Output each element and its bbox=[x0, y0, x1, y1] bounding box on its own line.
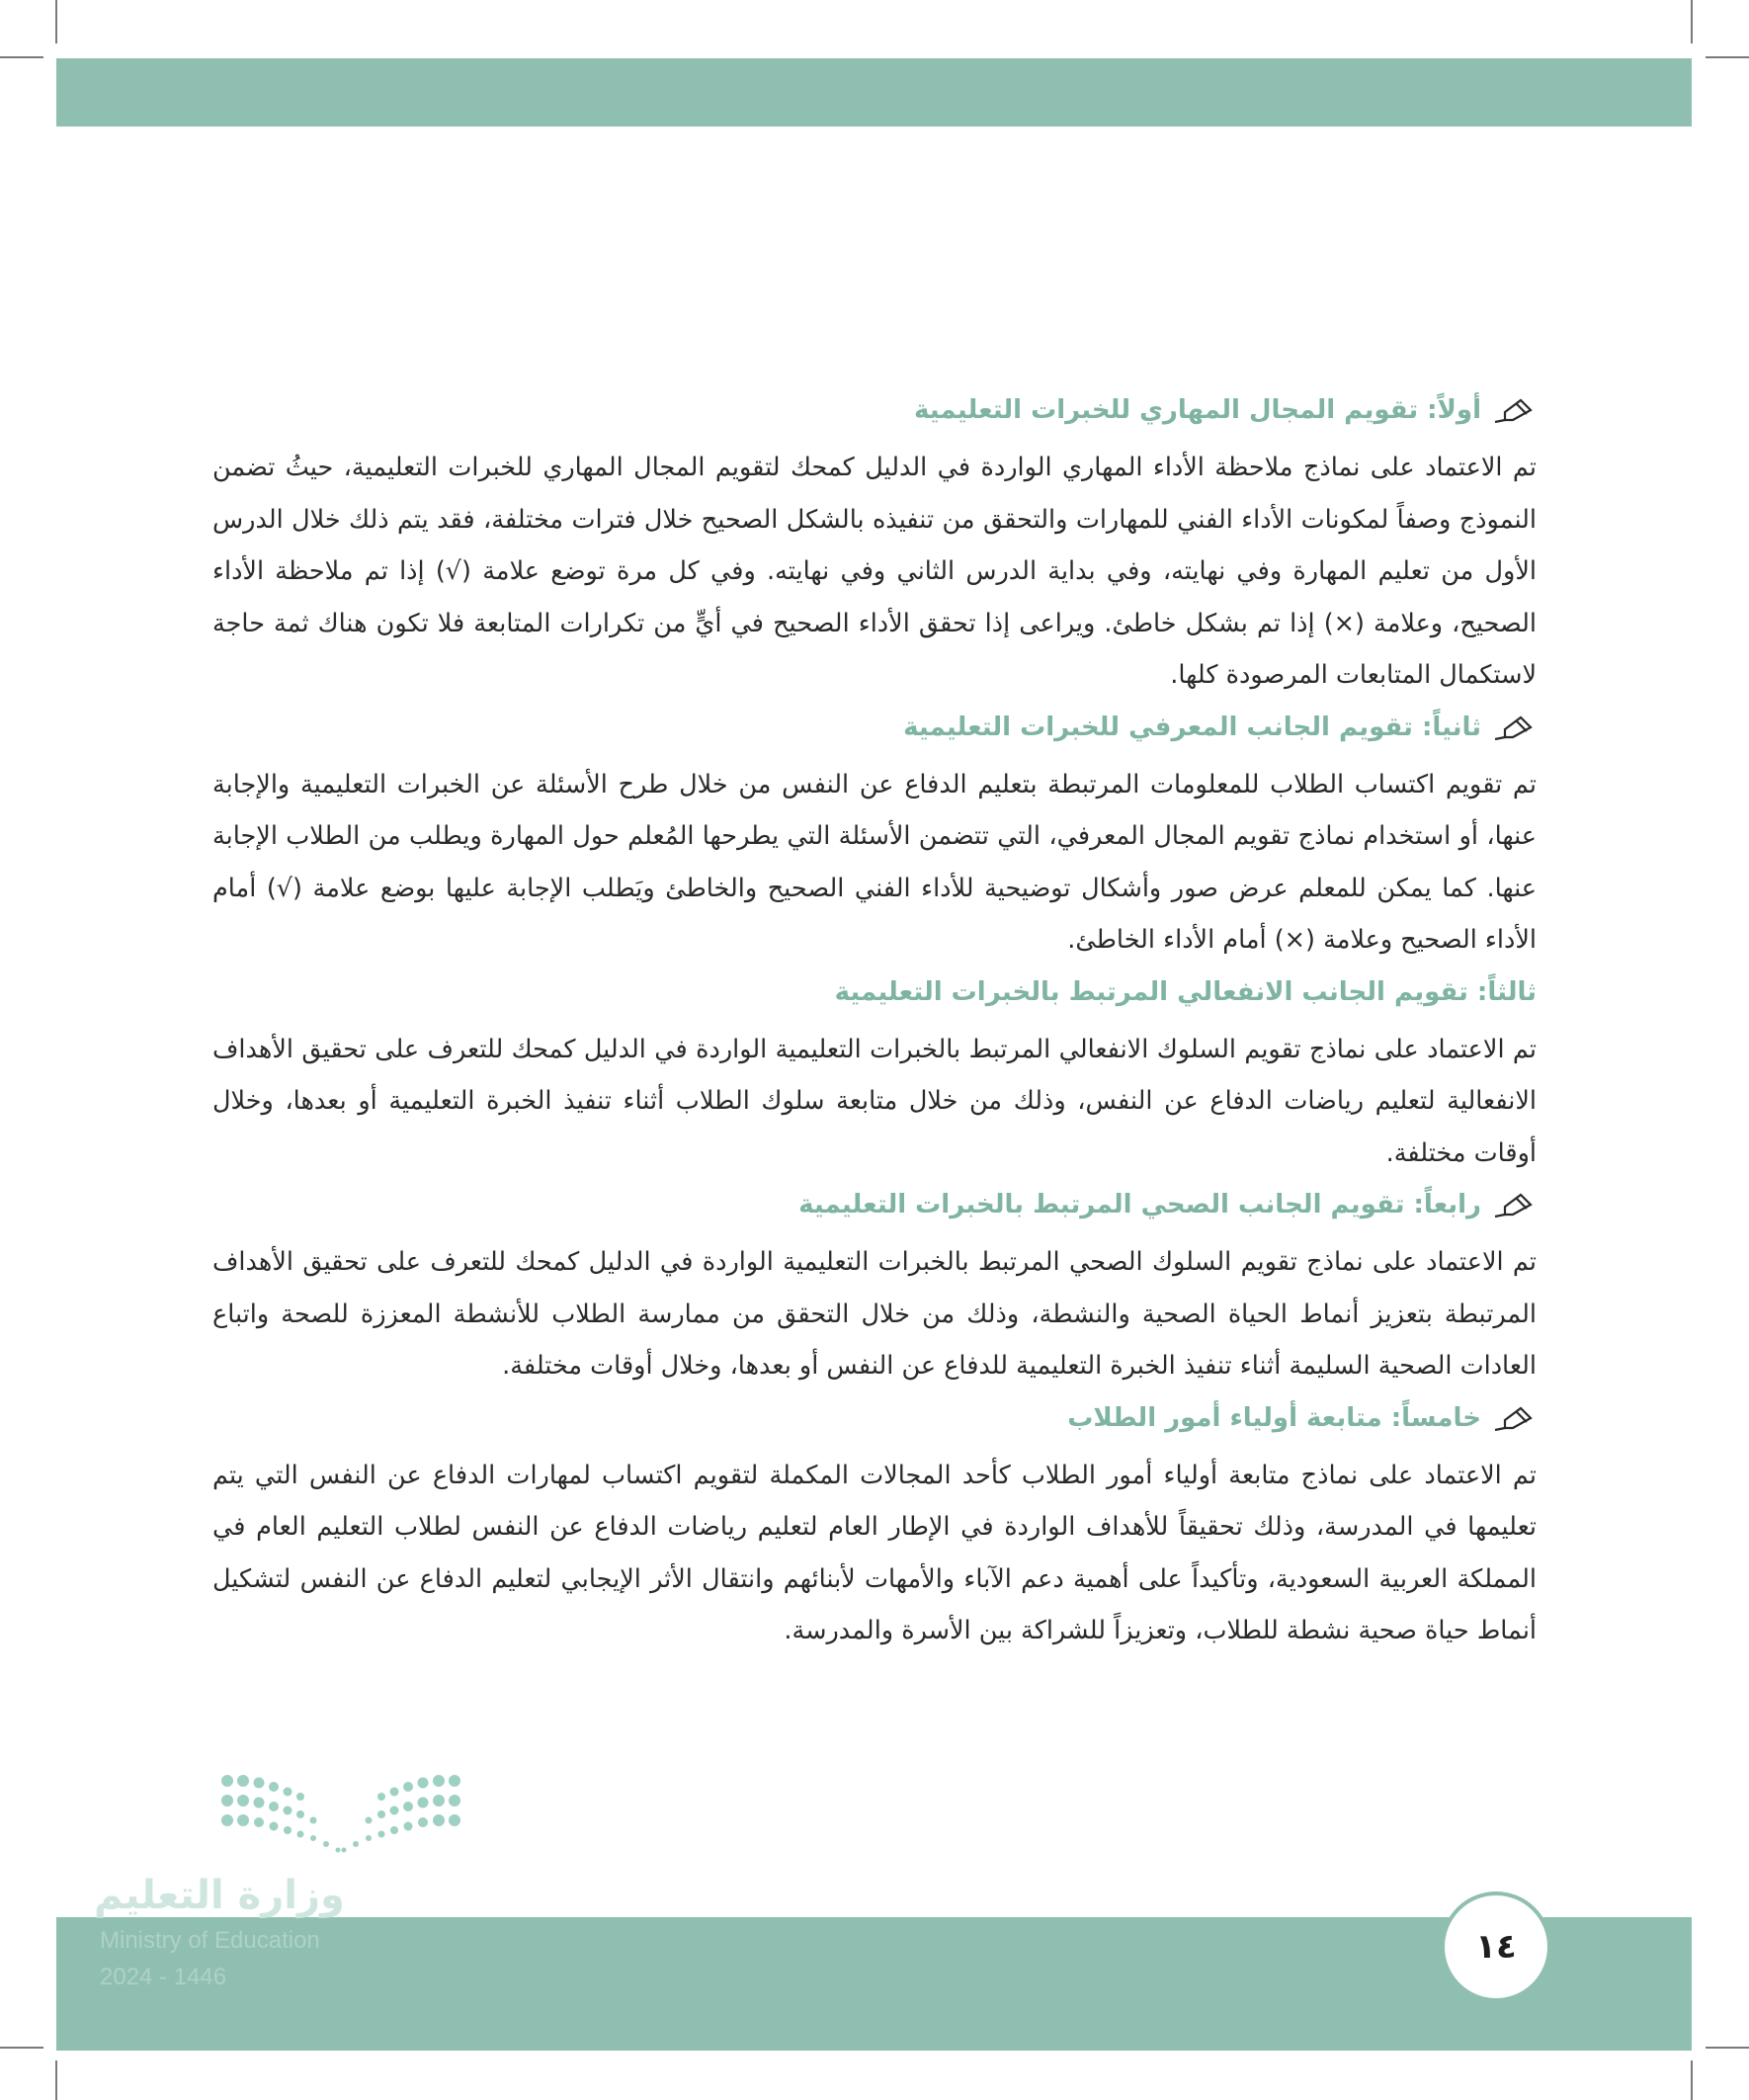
section-heading-text: ثانياً: تقويم الجانب المعرفي للخبرات التعليمية bbox=[903, 712, 1481, 742]
section-paragraph-2: تم تقويم اكتساب الطلاب للمعلومات المرتبطة بتعليم الدفاع عن النفس من خلال طرح الأسئلة عن الخبرات التعليمية والإجابة عنها، أو استخدام نماذج تقويم المجال المعرفي، التي تتضمن الأسئلة التي يطرحها المُعلم حول المهارة ويطلب من الطلاب الإجابة عنها. كما يمكن للمعلم عرض صور وأشكال توضيحية للأداء الفني الصحيح والخاطئ ويَطلب الإجابة عليها بوضع علامة (√) أمام الأداء الصحيح وعلامة (×) أمام الأداء الخاطئ. bbox=[212, 769, 1537, 955]
crop-mark bbox=[0, 56, 43, 58]
crop-mark bbox=[1706, 56, 1749, 58]
page-content bbox=[212, 390, 1537, 1663]
section-paragraph-4: تم الاعتماد على نماذج تقويم السلوك الصحي المرتبط بالخبرات التعليمية الواردة في الدليل كمحك للتعرف على تحقيق الأهداف المرتبطة بتعزيز أنماط الحياة الصحية والنشطة، وذلك من خلال التحقق من ممارسة الطلاب للأنشطة المعززة للصحة واتباع العادات الصحية السليمة أثناء تنفيذ الخبرة التعليمية للدفاع عن النفس أو بعدها، وخلال أوقات مختلفة. bbox=[212, 1247, 1537, 1381]
section-heading-4 bbox=[212, 1185, 1537, 1224]
pen-icon bbox=[1491, 394, 1537, 426]
section-paragraph-1: تم الاعتماد على نماذج ملاحظة الأداء المهاري الواردة في الدليل كمحك لتقويم المجال المهاري للخبرات التعليمية، حيثُ تضمن النموذج وصفاً لمكونات الأداء الفني للمهارات والتحقق من تنفيذه بالشكل الصحيح خلال فترات مختلفة، فقد يتم ذلك خلال الدرس الأول من تعليم المهارة وفي نهايته، وفي بداية الدرس الثاني وفي نهايته. وفي كل مرة توضع علامة (√) إذا تم ملاحظة الأداء الصحيح، وعلامة (×) إذا تم بشكل خاطئ. ويراعى إذا تحقق الأداء الصحيح في أيٍّ من تكرارات المتابعة فلا تكون هناك ثمة حاجة لاستكمال المتابعات المرصودة كلها. bbox=[212, 453, 1537, 690]
section-paragraph-3: تم الاعتماد على نماذج تقويم السلوك الانفعالي المرتبط بالخبرات التعليمية الواردة في الدليل كمحك للتعرف على تحقيق الأهداف الانفعالية لتعليم رياضات الدفاع عن النفس، وذلك من خلال متابعة سلوك الطلاب أثناء تنفيذ الخبرة التعليمية أو بعدها، وخلال أوقات مختلفة. bbox=[212, 1034, 1537, 1168]
section-heading-3 bbox=[212, 972, 1537, 1012]
ministry-logo bbox=[94, 1769, 469, 2026]
header-band bbox=[56, 58, 1692, 126]
section-heading-text: رابعاً: تقويم الجانب الصحي المرتبط بالخبرات التعليمية bbox=[798, 1190, 1481, 1219]
page-number: ١٤ bbox=[1475, 1927, 1517, 1967]
section-heading-2 bbox=[212, 708, 1537, 747]
section-heading-text: خامساً: متابعة أولياء أمور الطلاب bbox=[1067, 1402, 1481, 1433]
crop-mark bbox=[1691, 2060, 1693, 2100]
section-paragraph-5: تم الاعتماد على نماذج متابعة أولياء أمور الطلاب كأحد المجالات المكملة لتقويم اكتساب لمهارات الدفاع عن النفس التي يتم تعليمها في المدرسة، وذلك تحقيقاً للأهداف الواردة في الإطار العام لتعليم رياضات الدفاع عن النفس لطلاب التعليم العام في المملكة العربية السعودية، وتأكيداً على أهمية دعم الآباء والأمهات لأبنائهم وانتقال الأثر الإيجابي لتعليم الدفاع عن النفس لتشكيل أنماط حياة صحية نشطة للطلاب، وتعزيزاً للشراكة بين الأسرة والمدرسة. bbox=[212, 1460, 1537, 1645]
ministry-logo-english: Ministry of Education bbox=[100, 1927, 320, 1954]
section-heading-text: ثالثاً: تقويم الجانب الانفعالي المرتبط بالخبرات التعليمية bbox=[834, 976, 1537, 1007]
crop-mark bbox=[1691, 0, 1693, 43]
page-number-badge bbox=[1441, 1891, 1551, 2002]
ministry-logo-arabic: وزارة التعليم bbox=[94, 1873, 345, 1918]
crop-mark bbox=[55, 0, 57, 43]
crop-mark bbox=[55, 2060, 57, 2100]
section-heading-text: أولاً: تقويم المجال المهاري للخبرات التعليمية bbox=[914, 395, 1481, 425]
crop-mark bbox=[0, 2047, 43, 2049]
section-heading-5 bbox=[212, 1398, 1537, 1438]
ministry-logo-dots-icon bbox=[217, 1769, 464, 1858]
pen-icon bbox=[1491, 1189, 1537, 1220]
crop-mark bbox=[1706, 2047, 1749, 2049]
section-heading-1 bbox=[212, 390, 1537, 430]
pen-icon bbox=[1491, 1402, 1537, 1434]
pen-icon bbox=[1491, 712, 1537, 743]
ministry-logo-year: 2024 - 1446 bbox=[100, 1964, 227, 1990]
